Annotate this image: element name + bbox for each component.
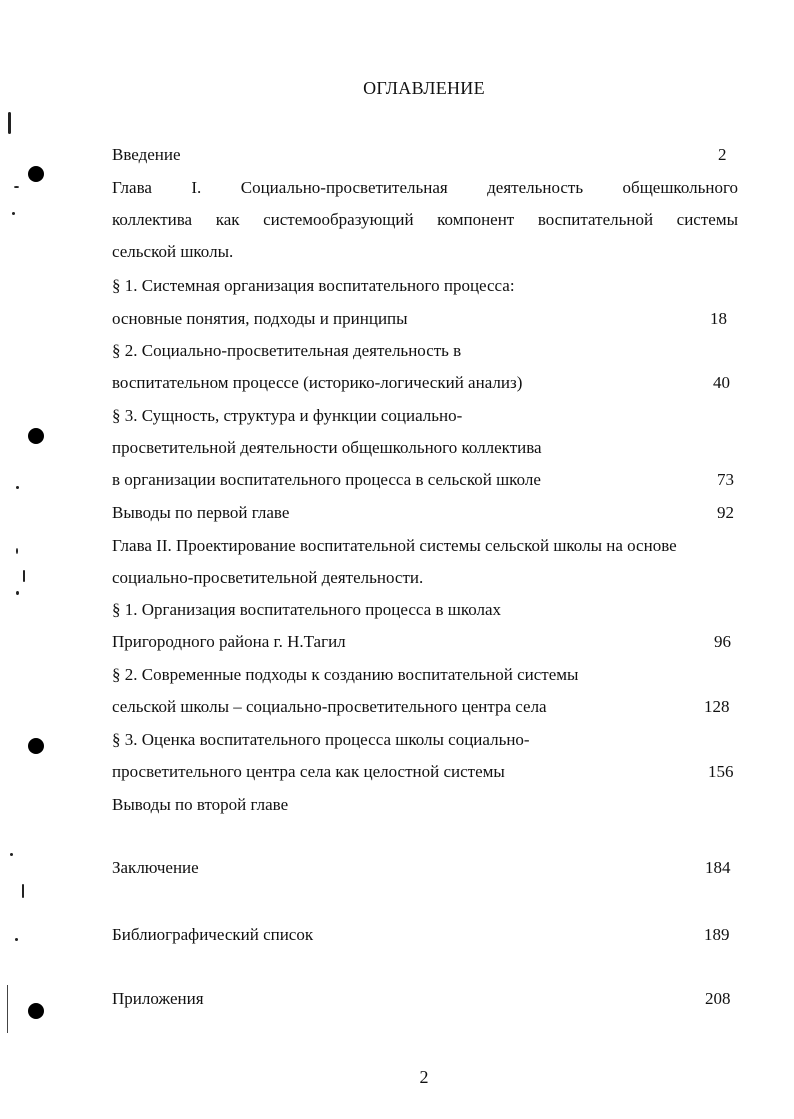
toc-entry-page: 128	[704, 697, 730, 716]
toc-entry-chapter-2-section-2	[112, 697, 738, 717]
toc-section-label: воспитательном процессе (историко-логический анализ)	[112, 373, 523, 392]
toc-section-label: § 1. Организация воспитательного процесса в школах	[112, 600, 502, 619]
toc-entry-page: 96	[714, 632, 731, 651]
scan-mark	[16, 591, 19, 595]
toc-entry-label: Введение	[112, 145, 181, 164]
scan-edge	[7, 985, 8, 1033]
scan-mark	[22, 884, 24, 898]
toc-entry-conclusion	[112, 858, 738, 878]
chapter-2-heading: Глава II. Проектирование воспитательной системы сельской школы на основе	[112, 536, 677, 555]
scan-mark	[23, 570, 25, 582]
toc-section-label: § 3. Оценка воспитательного процесса школы социально-	[112, 730, 530, 749]
scan-mark	[15, 938, 18, 941]
toc-entry-label: Заключение	[112, 858, 199, 877]
scan-mark	[14, 186, 19, 188]
toc-section-label: § 3. Сущность, структура и функции социально-	[112, 406, 463, 425]
toc-entry-chapter-1-section-3	[112, 470, 738, 490]
toc-entry-label: Библиографический список	[112, 925, 314, 944]
toc-entry-page: 92	[717, 503, 734, 522]
toc-entry-page: 189	[704, 925, 730, 944]
toc-entry-introduction	[112, 145, 738, 165]
toc-entry-label: Выводы по первой главе	[112, 503, 290, 522]
toc-entry-page: 18	[710, 309, 727, 328]
toc-entry-chapter-1-section-1	[112, 309, 738, 329]
toc-section-label: основные понятия, подходы и принципы	[112, 309, 408, 328]
toc-entry-page: 40	[713, 373, 730, 392]
scan-mark	[8, 112, 11, 134]
toc-section-label: в организации воспитательного процесса в сельской школе	[112, 470, 541, 489]
toc-section-label: просветительной деятельности общешкольного коллектива	[112, 438, 542, 457]
toc-entry-appendices	[112, 989, 738, 1009]
punch-hole	[28, 428, 44, 444]
scan-mark	[16, 548, 18, 554]
toc-section-label: § 2. Современные подходы к созданию воспитательной системы	[112, 665, 579, 684]
chapter-2-heading: социально-просветительной деятельности.	[112, 568, 424, 587]
scan-mark	[10, 853, 13, 856]
punch-hole	[28, 1003, 44, 1019]
toc-entry-chapter-1-section-2	[112, 373, 738, 393]
toc-entry-label: Выводы по второй главе	[112, 795, 289, 814]
toc-section-label: § 1. Системная организация воспитательного процесса:	[112, 276, 515, 295]
toc-entry-page: 208	[705, 989, 731, 1008]
scan-mark	[16, 486, 19, 489]
toc-section-label: просветительного центра села как целостной системы	[112, 762, 505, 781]
toc-section-label: сельской школы – социально-просветительного центра села	[112, 697, 547, 716]
punch-hole	[28, 166, 44, 182]
toc-entry-chapter-2-section-1	[112, 632, 738, 652]
page-title: ОГЛАВЛЕНИЕ	[363, 78, 485, 98]
toc-entry-label: Приложения	[112, 989, 204, 1008]
toc-entry-chapter-2-section-3	[112, 762, 738, 782]
toc-entry-page: 2	[718, 145, 727, 164]
page-number: 2	[419, 1067, 429, 1087]
toc-section-label: Пригородного района г. Н.Тагил	[112, 632, 346, 651]
scan-mark	[12, 212, 15, 215]
toc-entry-bibliography	[112, 925, 738, 945]
punch-hole	[28, 738, 44, 754]
toc-entry-page: 73	[717, 470, 734, 489]
toc-entry-chapter-1-conclusions	[112, 503, 738, 523]
chapter-1-heading: коллектива как системообразующий компонент воспитательной системы	[112, 210, 738, 229]
toc-section-label: § 2. Социально-просветительная деятельность в	[112, 341, 462, 360]
chapter-1-heading: сельской школы.	[112, 242, 234, 261]
chapter-1-heading: Глава I. Социально-просветительная деятельность общешкольного	[112, 178, 738, 197]
toc-entry-chapter-2-conclusions	[112, 795, 738, 815]
toc-entry-page: 184	[705, 858, 731, 877]
toc-entry-page: 156	[708, 762, 734, 781]
